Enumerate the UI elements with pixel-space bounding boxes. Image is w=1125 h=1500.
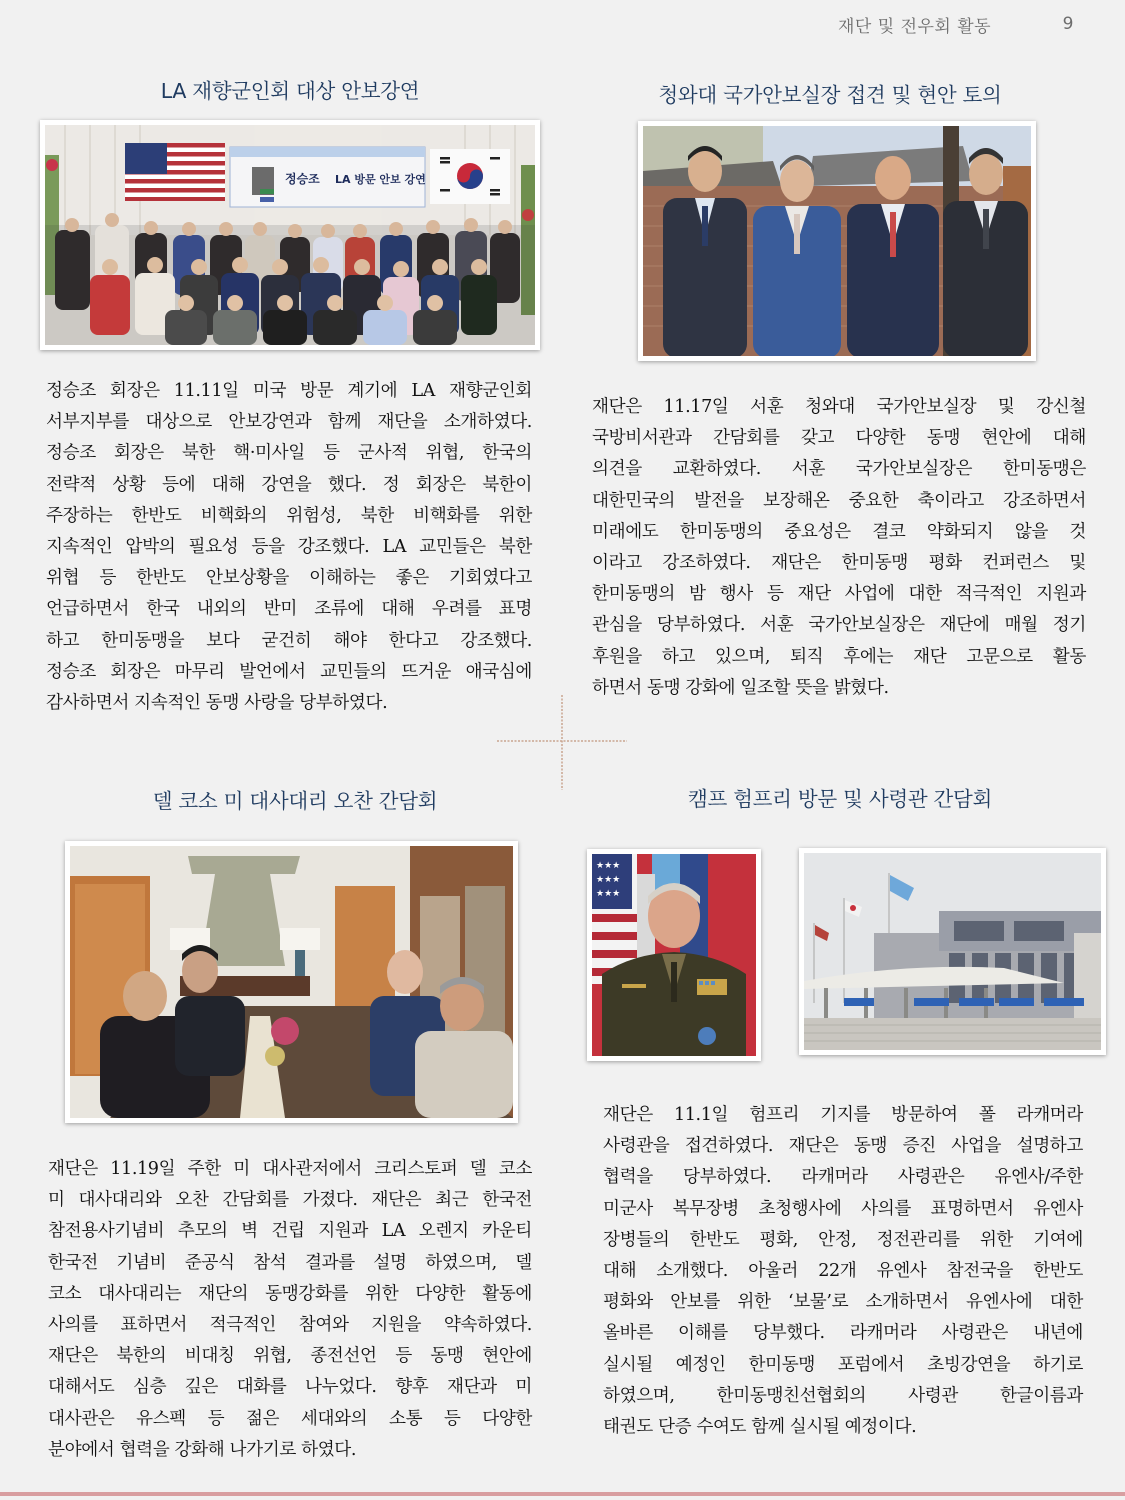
svg-text:정승조: 정승조 bbox=[285, 172, 320, 186]
text-line: 코소 대사대리는 재단의 동맹강화를 위한 다양한 활동에 bbox=[48, 1283, 532, 1304]
text-line: 재단은 북한의 비대칭 위협, 종전선언 등 동맹 현안에 bbox=[48, 1346, 532, 1367]
text-line: 이라고 강조하였다. 재단은 한미동맹 평화 컨퍼런스 및 bbox=[592, 553, 1086, 574]
text-line: 의견을 교환하였다. 서훈 국가안보실장은 한미동맹은 bbox=[592, 459, 1086, 480]
text-line: 올바른 이해를 당부했다. 라캐머라 사령관은 내년에 bbox=[603, 1323, 1083, 1344]
text-line: 사령관을 접견하였다. 재단은 동맹 증진 사업을 설명하고 bbox=[603, 1136, 1083, 1157]
text-line: 대해서도 심층 깊은 대화를 나누었다. 향후 재단과 미 bbox=[48, 1377, 532, 1398]
text-line: 재단은 11.1일 험프리 기지를 방문하여 폴 라캐머라 bbox=[603, 1105, 1083, 1125]
photo-commander-portrait bbox=[587, 849, 761, 1061]
text-line: 대한민국의 발전을 보장해온 중요한 축이라고 강조하면서 bbox=[592, 490, 1086, 511]
text-line: 재단은 11.19일 주한 미 대사관저에서 크리스토퍼 델 코소 bbox=[48, 1159, 532, 1179]
text-line: 한미동맹의 밤 행사 등 재단 사업에 대한 적극적인 지원과 bbox=[592, 584, 1086, 605]
article-body-la-lecture bbox=[46, 376, 532, 719]
section-title: 재단 및 전우회 활동 bbox=[838, 16, 992, 37]
group-photo-image bbox=[45, 125, 535, 345]
article-title-la-lecture: LA 재향군인회 대상 안보강연 bbox=[160, 79, 420, 103]
text-line: 평화와 안보를 위한 ‘보물’로 소개하면서 유엔사에 대한 bbox=[603, 1292, 1083, 1313]
text-line: 재단은 11.17일 서훈 청와대 국가안보실장 및 강신철 bbox=[592, 397, 1086, 417]
photo-la-group bbox=[40, 120, 540, 350]
text-line: 미래에도 한미동맹의 중요성은 결코 약화되지 않을 것 bbox=[592, 521, 1086, 542]
hq-building-photo-image bbox=[804, 853, 1101, 1050]
svg-text:LA 방문 안보 강연: LA 방문 안보 강연 bbox=[335, 173, 426, 186]
article-title-nsa-meeting: 청와대 국가안보실장 접견 및 현안 토의 bbox=[658, 83, 1002, 107]
text-line: 전략적 상황 등에 대해 강연을 했다. 정 회장은 북한이 bbox=[46, 474, 532, 495]
text-line: 미군사 복무장병 초청행사에 사의를 표명하면서 유엔사 bbox=[603, 1198, 1083, 1219]
photo-embassy-lunch bbox=[65, 841, 518, 1123]
article-title-camp-humphreys: 캠프 험프리 방문 및 사령관 간담회 bbox=[687, 787, 993, 811]
text-line: 한국전 기념비 준공식 참석 결과를 설명 하였으며, 델 bbox=[48, 1252, 532, 1273]
article-title-embassy-lunch: 델 코소 미 대사대리 오찬 간담회 bbox=[152, 789, 438, 813]
svg-text:★★★: ★★★ bbox=[596, 875, 621, 885]
text-line: 지속적인 압박의 필요성 등을 강조했다. LA 교민들은 북한 bbox=[46, 537, 532, 558]
text-line: 후원을 하고 있으며, 퇴직 후에는 재단 고문으로 활동 bbox=[592, 646, 1086, 667]
text-line: 하였으며, 한미동맹친선협회의 사령관 한글이름과 bbox=[603, 1385, 1083, 1406]
photo-nsa-meeting bbox=[638, 121, 1036, 361]
text-line: 태권도 단증 수여도 함께 실시될 예정이다. bbox=[603, 1417, 917, 1438]
text-line: 사의를 표하면서 적극적인 참여와 지원을 약속하였다. bbox=[48, 1315, 532, 1336]
lunch-table-photo-image bbox=[70, 846, 513, 1118]
text-line: 하면서 동맹 강화에 일조할 뜻을 밝혔다. bbox=[592, 677, 889, 698]
text-line: 정승조 회장은 북한 핵·미사일 등 군사적 위협, 한국의 bbox=[46, 443, 532, 464]
article-body-embassy-lunch bbox=[48, 1154, 532, 1466]
page-number: 9 bbox=[1062, 14, 1074, 34]
article-body-camp-humphreys bbox=[603, 1100, 1083, 1443]
text-line: 언급하면서 한국 내외의 반미 조류에 대해 우려를 표명 bbox=[46, 599, 532, 620]
text-line: 감사하면서 지속적인 동맹 사랑을 당부하였다. bbox=[46, 693, 388, 714]
text-line: 정승조 회장은 마무리 발언에서 교민들의 뜨거운 애국심에 bbox=[46, 661, 532, 682]
article-body-nsa-meeting bbox=[592, 392, 1086, 704]
text-line: 주장하는 한반도 비핵화의 위험성, 북한 비핵화를 위한 bbox=[46, 505, 532, 526]
text-line: 대해 소개했다. 아울러 22개 유엔사 참전국을 한반도 bbox=[603, 1261, 1083, 1282]
commander-portrait-image bbox=[592, 854, 756, 1056]
svg-text:★★★: ★★★ bbox=[596, 889, 621, 899]
text-line: 미 대사대리와 오찬 간담회를 가졌다. 재단은 최근 한국전 bbox=[48, 1190, 532, 1211]
text-line: 서부지부를 대상으로 안보강연과 함께 재단을 소개하였다. bbox=[46, 412, 532, 433]
text-line: 장병들의 한반도 평화, 안정, 정전관리를 위한 기여에 bbox=[603, 1229, 1083, 1250]
text-line: 실시될 예정인 한미동맹 포럼에서 초빙강연을 하기로 bbox=[603, 1354, 1083, 1375]
text-line: 협력을 당부하였다. 라캐머라 사령관은 유엔사/주한 bbox=[603, 1167, 1083, 1188]
divider-cross-icon bbox=[497, 695, 627, 790]
running-head bbox=[838, 10, 1098, 38]
text-line: 참전용사기념비 추모의 벽 건립 지원과 LA 오렌지 카운티 bbox=[48, 1221, 532, 1242]
bottom-rule bbox=[0, 1492, 1125, 1496]
text-line: 하고 한미동맹을 보다 굳건히 해야 한다고 강조했다. bbox=[46, 630, 532, 651]
four-men-photo-image bbox=[643, 126, 1031, 356]
text-line: 대사관은 유스펙 등 젊은 세대와의 소통 등 다양한 bbox=[48, 1408, 532, 1429]
text-line: 관심을 당부하였다. 서훈 국가안보실장은 재단에 매월 정기 bbox=[592, 615, 1086, 636]
text-line: 정승조 회장은 11.11일 미국 방문 계기에 LA 재향군인회 bbox=[46, 381, 532, 401]
photo-camp-humphreys-hq bbox=[799, 848, 1106, 1055]
text-line: 분야에서 협력을 강화해 나가기로 하였다. bbox=[48, 1439, 357, 1460]
text-line: 국방비서관과 간담회를 갖고 다양한 동맹 현안에 대해 bbox=[592, 428, 1086, 449]
text-line: 위협 등 한반도 안보상황을 이해하는 좋은 기회였다고 bbox=[46, 568, 532, 589]
svg-text:★★★: ★★★ bbox=[596, 861, 621, 871]
